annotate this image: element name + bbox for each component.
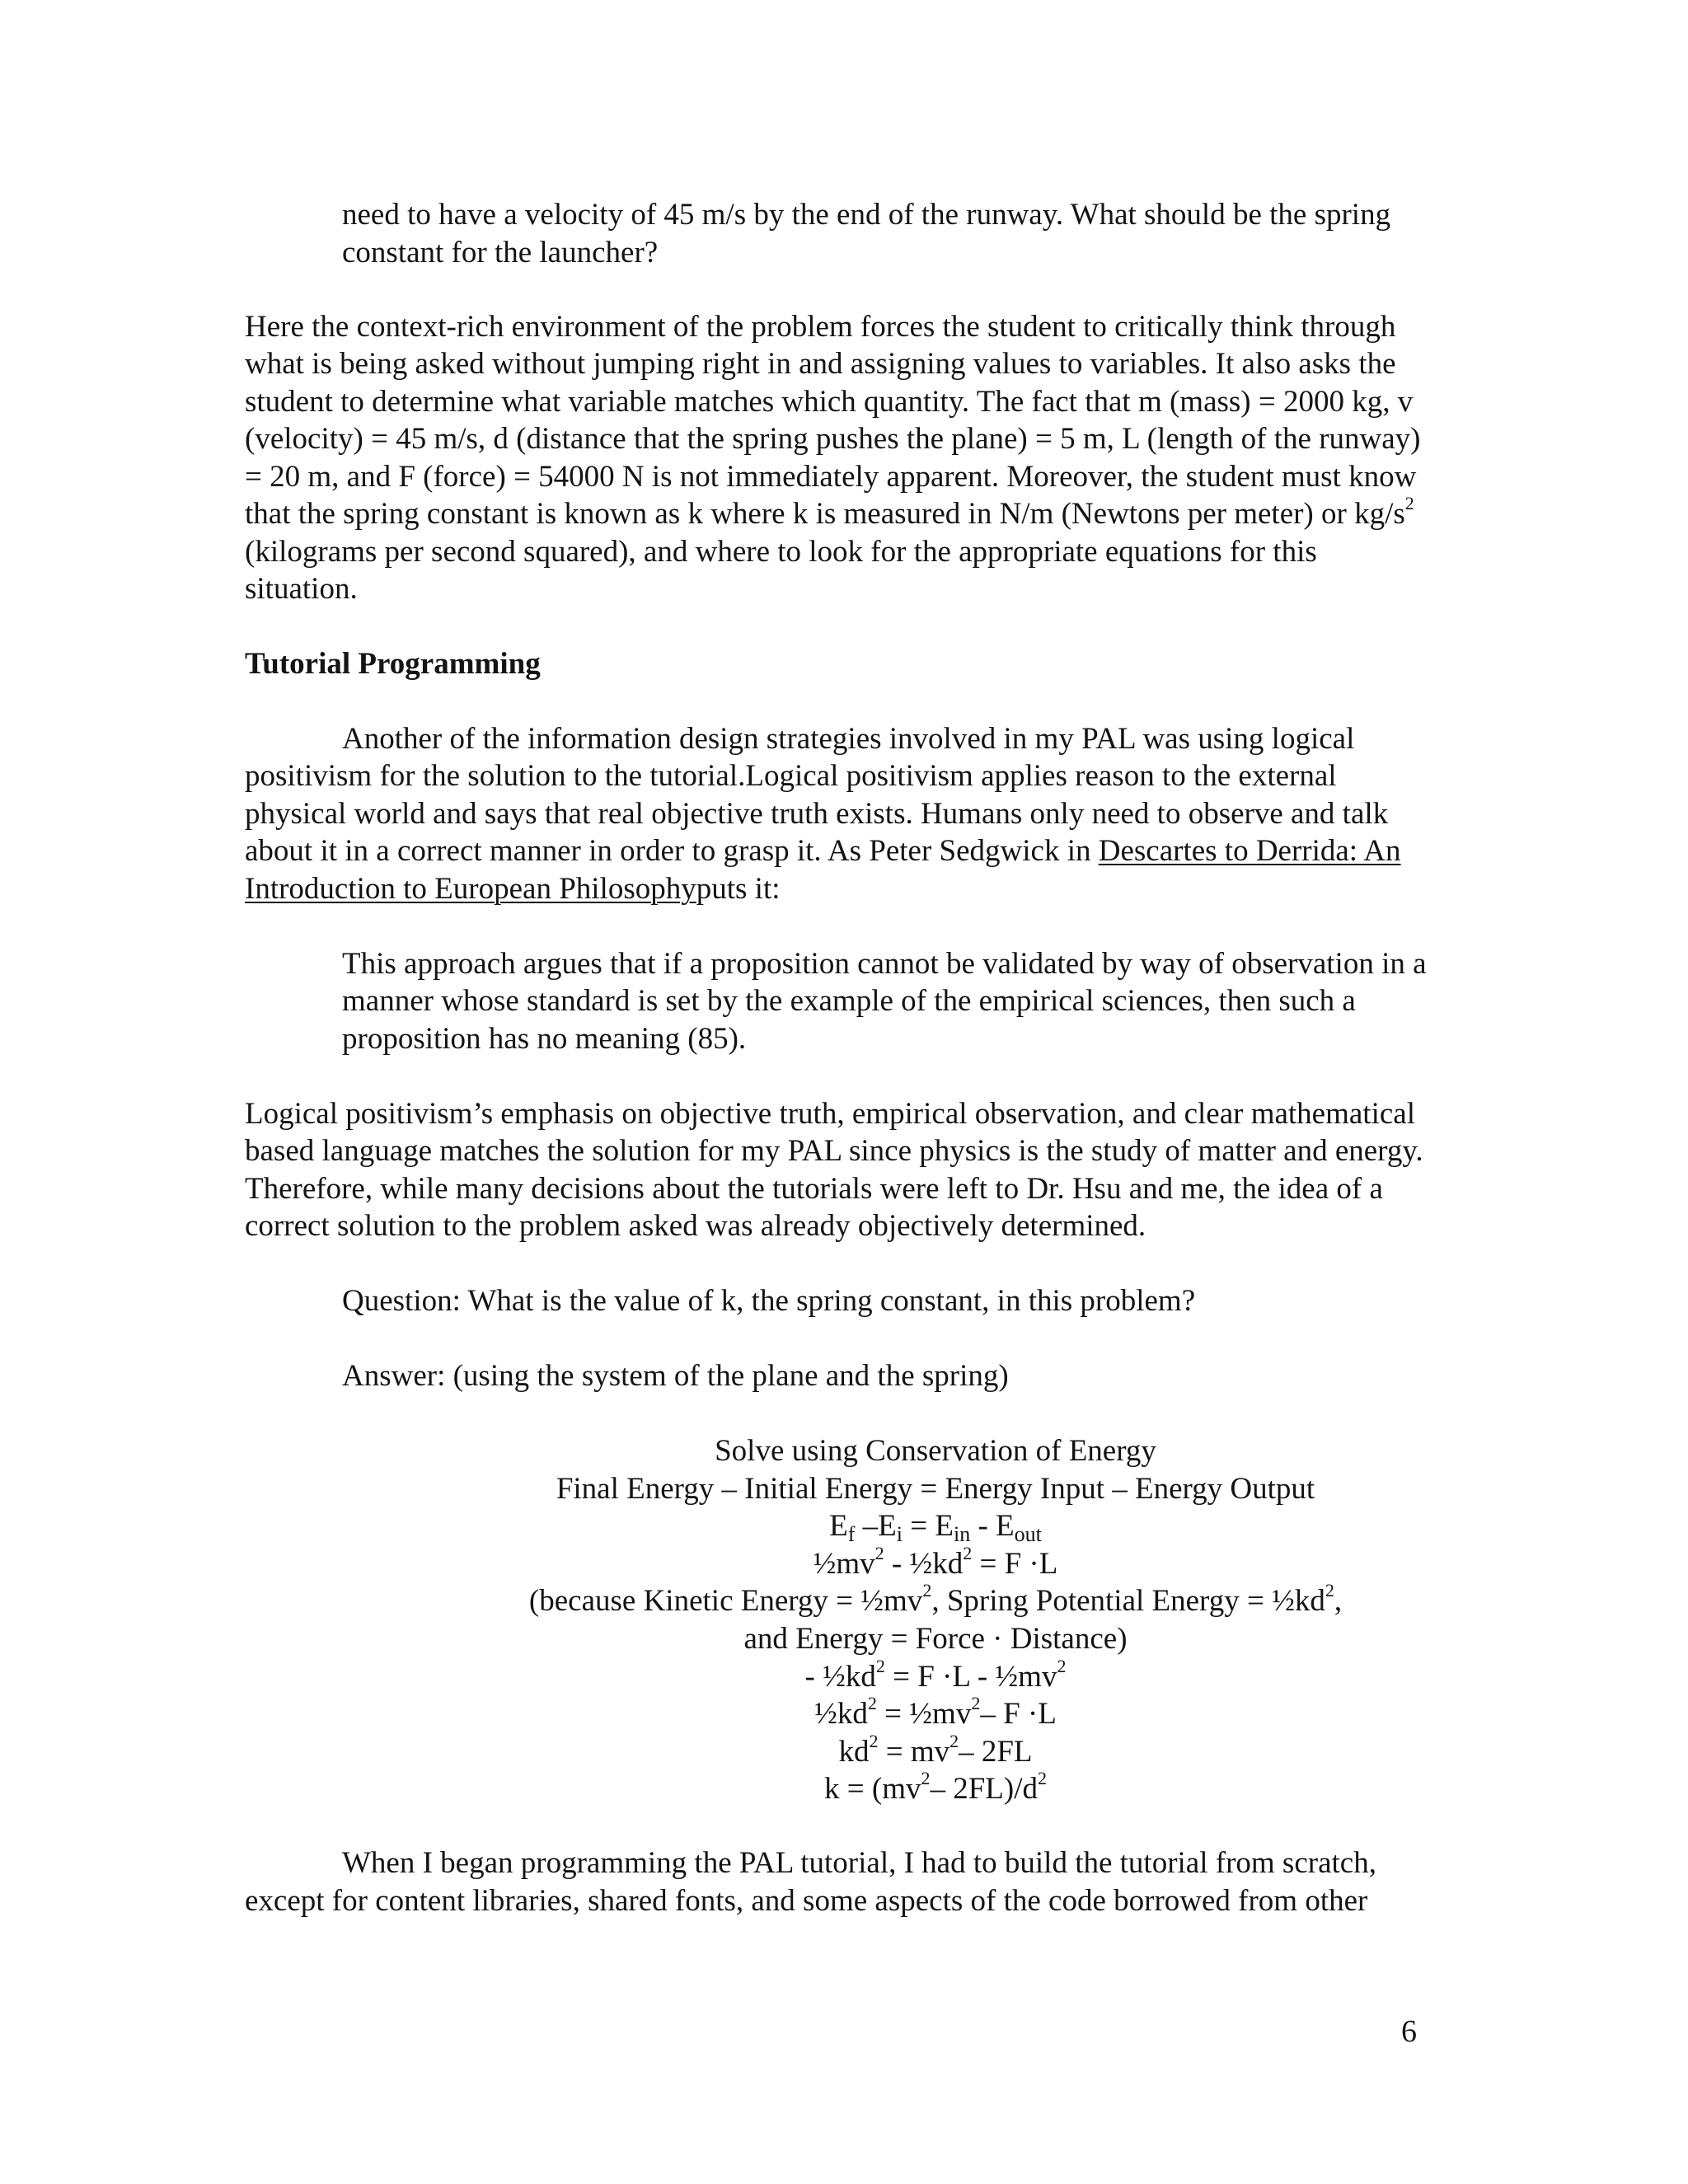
para2-line-2: positivism for the solution to the tutorial.Logical positivism applies reason to the external	[245, 759, 1337, 793]
para1-line-1: Here the context-rich environment of the problem forces the student to critically think through	[245, 310, 1396, 344]
para1-line-2: what is being asked without jumping right in and assigning values to variables. It also asks the	[245, 347, 1396, 381]
para2-line-4: about it in a correct manner in order to grasp it. As Peter Sedgwick in Descartes to Derrida: An	[245, 834, 1401, 868]
equation-line-5: (because Kinetic Energy = $\frac{1}{2}mv^2$, Spring Potential Energy = $\frac{1}{2}kd^2$,	[528, 1580, 1343, 1619]
para1-line-8: situation.	[245, 572, 358, 606]
equation-line-9: $kd^2 = mv^2-$ 2FL	[838, 1730, 1033, 1769]
para2-line-5: Introduction to European Philosophyputs it:	[245, 872, 781, 906]
section-heading: Tutorial Programming	[245, 647, 541, 681]
para1-line-3: student to determine what variable matches which quantity. The fact that m (mass) = 2000 kg, v	[245, 385, 1414, 419]
quote-line-3: proposition has no meaning (85).	[342, 1022, 747, 1056]
equation-line-1: Solve using Conservation of Energy	[715, 1434, 1156, 1468]
quote-line-1: This approach argues that if a proposition cannot be validated by way of observation in a	[342, 947, 1427, 981]
question-line: Question: What is the value of k, the spring constant, in this problem?	[342, 1284, 1196, 1318]
para3-line-1: Logical positivism’s emphasis on objective truth, empirical observation, and clear mathematical	[245, 1097, 1415, 1131]
para1-line-6: that the spring constant is known as k where k is measured in N/m (Newtons per meter) or $kg/s^2$	[245, 493, 1414, 531]
intro-line-1: need to have a velocity of 45 m/s by the end of the runway. What should be the spring	[342, 198, 1391, 232]
para1-line-7: (kilograms per second squared), and where to look for the appropriate equations for this	[245, 535, 1317, 569]
equation-line-7: - $\frac{1}{2}kd^2 = F \cdot L$ - $\frac{1}{2}mv^2$	[804, 1655, 1067, 1694]
para1-line-5: = 20 m, and F (force) = 54000 N is not immediately apparent. Moreover, the student must know	[245, 460, 1417, 494]
equation-line-8: $\frac{1}{2}kd^2$ = $\frac{1}{2}mv^2-$ F ·L	[814, 1693, 1057, 1732]
para3-line-2: based language matches the solution for my PAL since physics is the study of matter and energy.	[245, 1134, 1423, 1168]
equation-line-6: and Energy = Force · Distance)	[743, 1621, 1128, 1656]
superscript: 2	[1404, 493, 1414, 513]
equation-line-4: $\frac{1}{2}mv^2$ - $\frac{1}{2}kd^2 = F \cdot L$	[813, 1542, 1058, 1581]
para3-line-3: Therefore, while many decisions about the tutorials were left to Dr. Hsu and me, the idea of a	[245, 1172, 1383, 1206]
intro-line-2: constant for the launcher?	[342, 236, 659, 269]
para3-line-4: correct solution to the problem asked was already objectively determined.	[245, 1209, 1146, 1243]
para2-line-1: Another of the information design strategies involved in my PAL was using logical	[342, 722, 1355, 756]
para4-line-2: except for content libraries, shared fonts, and some aspects of the code borrowed from other	[245, 1884, 1368, 1918]
equation-line-3: $E_f$ $-E_i = E_{in} - E_{out}$	[829, 1509, 1042, 1547]
book-title-part2: Introduction to European Philosophy	[245, 872, 696, 906]
equation-line-10: $k = (mv^2-$ $2FL)/d^2$	[824, 1768, 1047, 1807]
para4-line-1: When I began programming the PAL tutorial, I had to build the tutorial from scratch,	[342, 1846, 1376, 1880]
equation-block	[412, 1432, 1459, 1808]
para1-line-4: (velocity) = 45 m/s, d (distance that the spring pushes the plane) = 5 m, L (length of the runway)	[245, 422, 1421, 456]
para2-line-3: physical world and says that real objective truth exists. Humans only need to observe and talk	[245, 797, 1389, 831]
quote-line-2: manner whose standard is set by the example of the empirical sciences, then such a	[342, 984, 1356, 1018]
answer-line: Answer: (using the system of the plane and the spring)	[342, 1359, 1009, 1393]
book-title-part1: Descartes to Derrida: An	[1098, 834, 1401, 868]
equation-line-2: Final Energy – Initial Energy = Energy Input – Energy Output	[556, 1471, 1315, 1506]
page-number: 6	[1401, 2014, 1417, 2049]
